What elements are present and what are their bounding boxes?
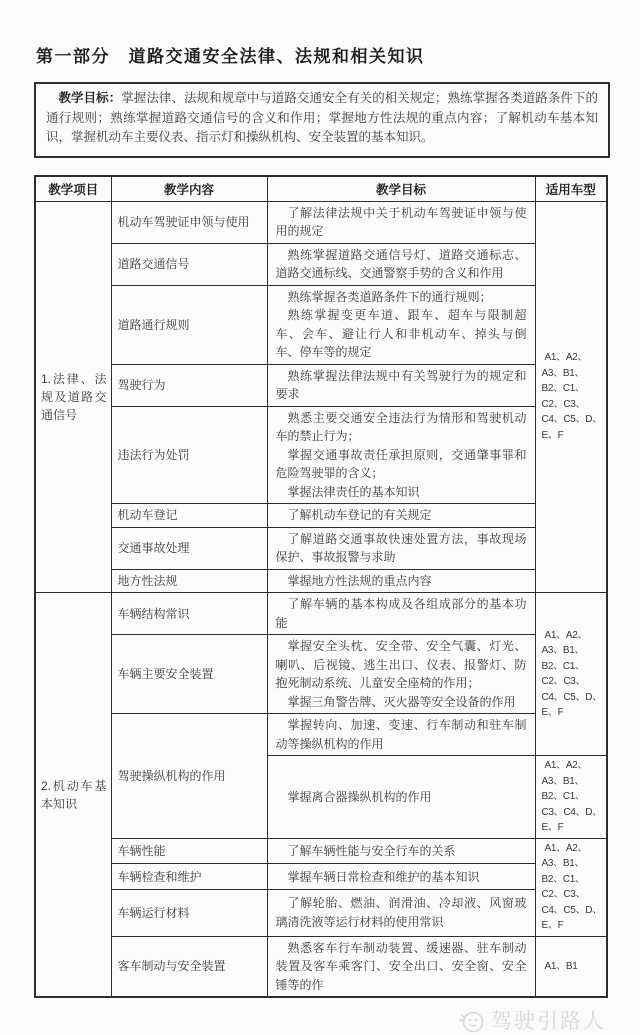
table-row (35, 527, 607, 569)
goal-paragraph: 了解法律法规中关于机动车驾驶证申领与使用的规定 (275, 205, 527, 238)
goal-cell (267, 756, 535, 839)
goal-cell (267, 890, 535, 936)
goal-cell (267, 838, 535, 864)
content-violation-penalties: 违法行为处罚 (111, 406, 267, 504)
table-row (35, 364, 607, 406)
content-control-mechanisms: 驾驶操纵机构的作用 (111, 714, 267, 839)
goal-cell (267, 201, 535, 243)
content-local-regulations: 地方性法规 (111, 569, 267, 593)
goal-cell (267, 504, 535, 528)
table-row (35, 504, 607, 528)
content-bus-braking-safety: 客车制动与安全装置 (111, 936, 267, 997)
goal-cell (267, 243, 535, 285)
content-safety-devices: 车辆主要安全装置 (111, 635, 267, 714)
goal-cell (267, 635, 535, 714)
goal-paragraph: 了解道路交通事故快速处置方法，事故现场保护、事故报警与求助 (275, 531, 527, 564)
content-inspection-maintenance: 车辆检查和维护 (111, 864, 267, 890)
table-row (35, 285, 607, 364)
goal-cell (267, 406, 535, 504)
header-teaching-project: 教学项目 (35, 176, 111, 202)
goal-cell (267, 527, 535, 569)
content-license-application: 机动车驾驶证申领与使用 (111, 201, 267, 243)
goal-paragraph: 熟练掌握法律法规中有关驾驶行为的规定和要求 (275, 368, 527, 401)
watermark-text: 驾驶引路人 (491, 1010, 606, 1033)
header-teaching-goal: 教学目标 (267, 176, 535, 202)
goal-paragraph: 掌握安全头枕、安全带、安全气囊、灯光、喇叭、后视镜、逃生出口、仪表、报警灯、防抱死制动系统、儿童安全座椅的作用； (275, 639, 527, 690)
table-row (35, 936, 607, 997)
goal-paragraph: 掌握交通事故责任承担原则，交通肇事罪和危险驾驶罪的含义； (275, 447, 527, 480)
syllabus-table (34, 175, 608, 999)
teaching-objective-label: 教学目标： (58, 91, 122, 105)
goal-paragraph: 掌握三角警告牌、灭火器等安全设备的作用 (287, 694, 516, 709)
goal-paragraph: 熟悉客车行车制动装置、缓速器、驻车制动装置及客车乘客门、安全出口、安全窗、安全锤等的作 (275, 940, 527, 992)
page-title: 第一部分 道路交通安全法律、法规和相关知识 (36, 47, 425, 66)
table-row (35, 635, 607, 714)
vehicle-types-text: A1、B1 (544, 960, 578, 972)
table-row (35, 201, 607, 243)
content-vehicle-registration: 机动车登记 (111, 504, 267, 528)
goal-paragraph: 掌握离合器操纵机构的作用 (287, 789, 432, 804)
goal-paragraph: 了解车辆的基本构成及各组成部分的基本功能 (275, 597, 527, 630)
goal-paragraph: 掌握车辆日常检查和维护的基本知识 (287, 869, 480, 884)
content-operating-materials: 车辆运行材料 (111, 890, 267, 936)
goal-cell (267, 593, 535, 635)
content-driving-behavior: 驾驶行为 (111, 364, 267, 406)
vehicle-types-text: A1、A2、A3、B1、B2、C1、C2、C3、C4、C5、D、E、F (541, 352, 602, 441)
table-row (35, 714, 607, 756)
content-vehicle-performance: 车辆性能 (111, 838, 267, 864)
goal-cell (267, 936, 535, 997)
project-laws-regulations: 1.法律、法规及道路交通信号 (35, 201, 111, 593)
goal-cell (267, 864, 535, 890)
goal-paragraph: 掌握转向、加速、变速、行车制动和驻车制动等操纵机构的作用 (275, 718, 527, 751)
goal-cell (267, 285, 535, 364)
header-vehicle-type: 适用车型 (535, 176, 607, 202)
vehicle-types-group-d (535, 936, 607, 997)
vehicle-types-text: A1、A2、A3、B1、B2、C1、C2、C3、C4、C5、D、E、F (541, 842, 602, 931)
teaching-objective-text: 教学目标：掌握法律、法规和规章中与道路交通安全有关的相关规定；熟练掌握各类道路条件下的通行规则；熟练掌握道路交通信号的含义和作用；掌握地方性法规的重点内容；了解机动车基本知识，掌握机动车主要仪表、指示灯和操纵机构、安全装置的基本知识。 (46, 91, 598, 144)
vehicle-types-text: A1、A2、A3、B1、B2、C1、C3、C4、D、E、F (541, 760, 602, 833)
goal-paragraph: 了解车辆性能与安全行车的关系 (287, 843, 456, 858)
goal-paragraph: 熟练掌握道路交通信号灯、道路交通标志、道路交通标线、交通警察手势的含义和作用 (275, 247, 527, 280)
vehicle-types-section1 (535, 201, 607, 593)
smiley-face-icon (458, 1007, 485, 1034)
vehicle-types-text: A1、A2、A3、B1、B2、C1、C2、C3、C4、C5、D、E、F (541, 629, 602, 718)
table-row (35, 890, 607, 936)
goal-paragraph: 掌握法律责任的基本知识 (287, 484, 420, 499)
goal-cell (267, 569, 535, 593)
table-row (35, 864, 607, 890)
header-teaching-content: 教学内容 (111, 176, 267, 202)
goal-cell (267, 364, 535, 406)
content-accident-handling: 交通事故处理 (111, 527, 267, 569)
goal-paragraph: 掌握地方性法规的重点内容 (287, 573, 432, 588)
table-row (35, 406, 607, 504)
vehicle-types-group-b (535, 756, 607, 839)
table-row (35, 243, 607, 285)
goal-paragraph: 了解轮胎、燃油、润滑油、冷却液、风窗玻璃清洗液等运行材料的使用常识 (275, 896, 527, 929)
goal-paragraph: 熟练掌握各类道路条件下的通行规则； (287, 289, 492, 304)
table-header-row (35, 176, 607, 202)
watermark (34, 1005, 606, 1035)
content-traffic-signals: 道路交通信号 (111, 243, 267, 285)
content-vehicle-structure: 车辆结构常识 (111, 593, 267, 635)
teaching-objective-box (34, 82, 610, 158)
table-row (35, 593, 607, 635)
goal-paragraph: 了解机动车登记的有关规定 (287, 508, 432, 522)
table-row (35, 569, 607, 593)
table-row (35, 838, 607, 864)
goal-cell (267, 714, 535, 756)
vehicle-types-group-a (535, 593, 607, 756)
goal-paragraph: 熟练掌握变更车道、跟车、超车与限制超车、会车、避让行人和非机动车、掉头与倒车、停车等的规定 (275, 308, 527, 359)
vehicle-types-group-c (535, 838, 607, 936)
goal-paragraph: 熟悉主要交通安全违法行为情形和驾驶机动车的禁止行为； (275, 410, 527, 443)
project-vehicle-basics: 2.机动车基本知识 (35, 593, 111, 998)
content-road-passage-rules: 道路通行规则 (111, 285, 267, 364)
